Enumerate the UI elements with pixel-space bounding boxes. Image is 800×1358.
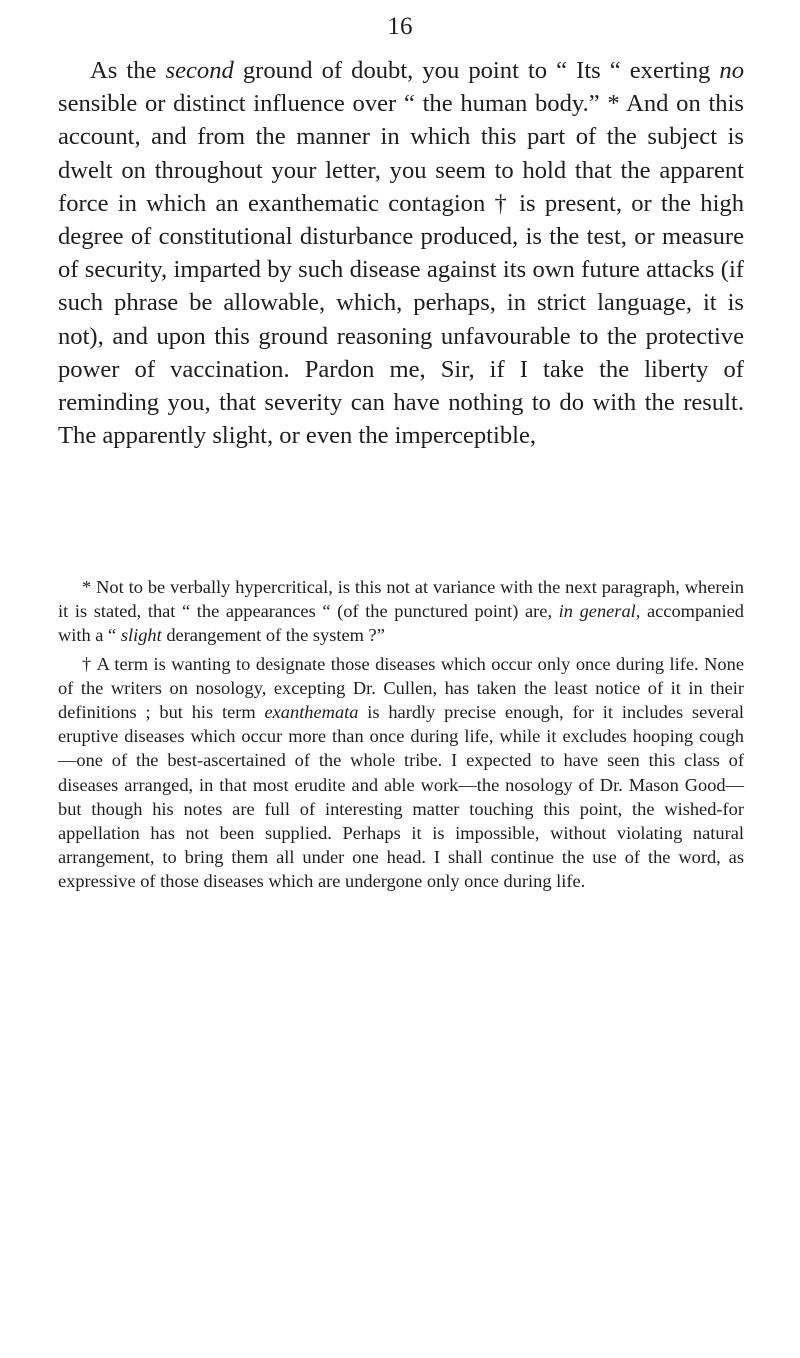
footnote-marker-dagger: †: [82, 653, 93, 674]
italic-in-general: in general,: [558, 601, 641, 622]
text-run: And on this account, and from the manner in which this part of the subject is dwelt on throughout your letter, you seem to hold that the apparent force in which an exanthematic contagion: [58, 90, 744, 217]
footnote-dagger: [58, 652, 744, 894]
page-number: 16: [387, 13, 413, 40]
footnote-asterisk: [58, 575, 744, 648]
italic-slight: slight: [120, 625, 162, 646]
italic-second: second: [165, 57, 234, 84]
text-run: is present, or the high degree of constitutional disturbance produced, is the test, or measure of security, imparted by such disease against its own future attacks (if such phrase be allowable, which, perhaps, in strict language, it is not), and upon this ground reasoning unfavourable to the protective power of vaccination. Pardon me, Sir, if I take the liberty of reminding you, that severity can have nothing to do with the result. The apparently slight, or even the imperceptible,: [58, 189, 745, 450]
text-run: ground of doubt, you point to “ Its “ exerting: [233, 57, 720, 84]
text-run: As the: [90, 57, 166, 84]
text-run: sensible or distinct influence over “ the human body.”: [58, 90, 608, 118]
footnote-text: is hardly precise enough, for it includes several eruptive diseases which occur more than once during life, while it excludes hooping cough—one of the best-ascertained of the whole tribe. I expected to have seen this class of diseases arranged, in that most erudite and able work—the nosology of Dr. Mason Good—but though his notes are full of interesting matter touching this point, the wished-for appellation has not been supplied. Perhaps it is impossible, without violating natural arrangement, to bring them all under one head. I shall continue the use of the word, as expressive of those diseases which are undergone only once during life.: [58, 702, 744, 892]
footnote-ref-asterisk: *: [607, 90, 620, 118]
footnote-ref-dagger: †: [494, 189, 510, 217]
footnotes: [58, 575, 744, 898]
footnote-text: A term is wanting to designate those diseases which occur only once during life. None of the writers on nosology, excepting Dr. Cullen, has taken the least notice of it in their definitions ; but his term: [58, 653, 744, 723]
italic-exanthemata: exanthemata: [264, 702, 359, 723]
footnote-text: Not to be verbally hypercritical, is this not at variance with the next paragraph, wherein it is stated, that “ the appearances “ (of the punctured point) are,: [58, 577, 744, 622]
footnote-marker-asterisk: *: [82, 577, 92, 597]
italic-no: no: [719, 57, 744, 84]
main-paragraph: [58, 54, 744, 452]
footnote-text: accompanied with a “: [58, 601, 744, 646]
footnote-text: derangement of the system ?”: [161, 625, 385, 646]
